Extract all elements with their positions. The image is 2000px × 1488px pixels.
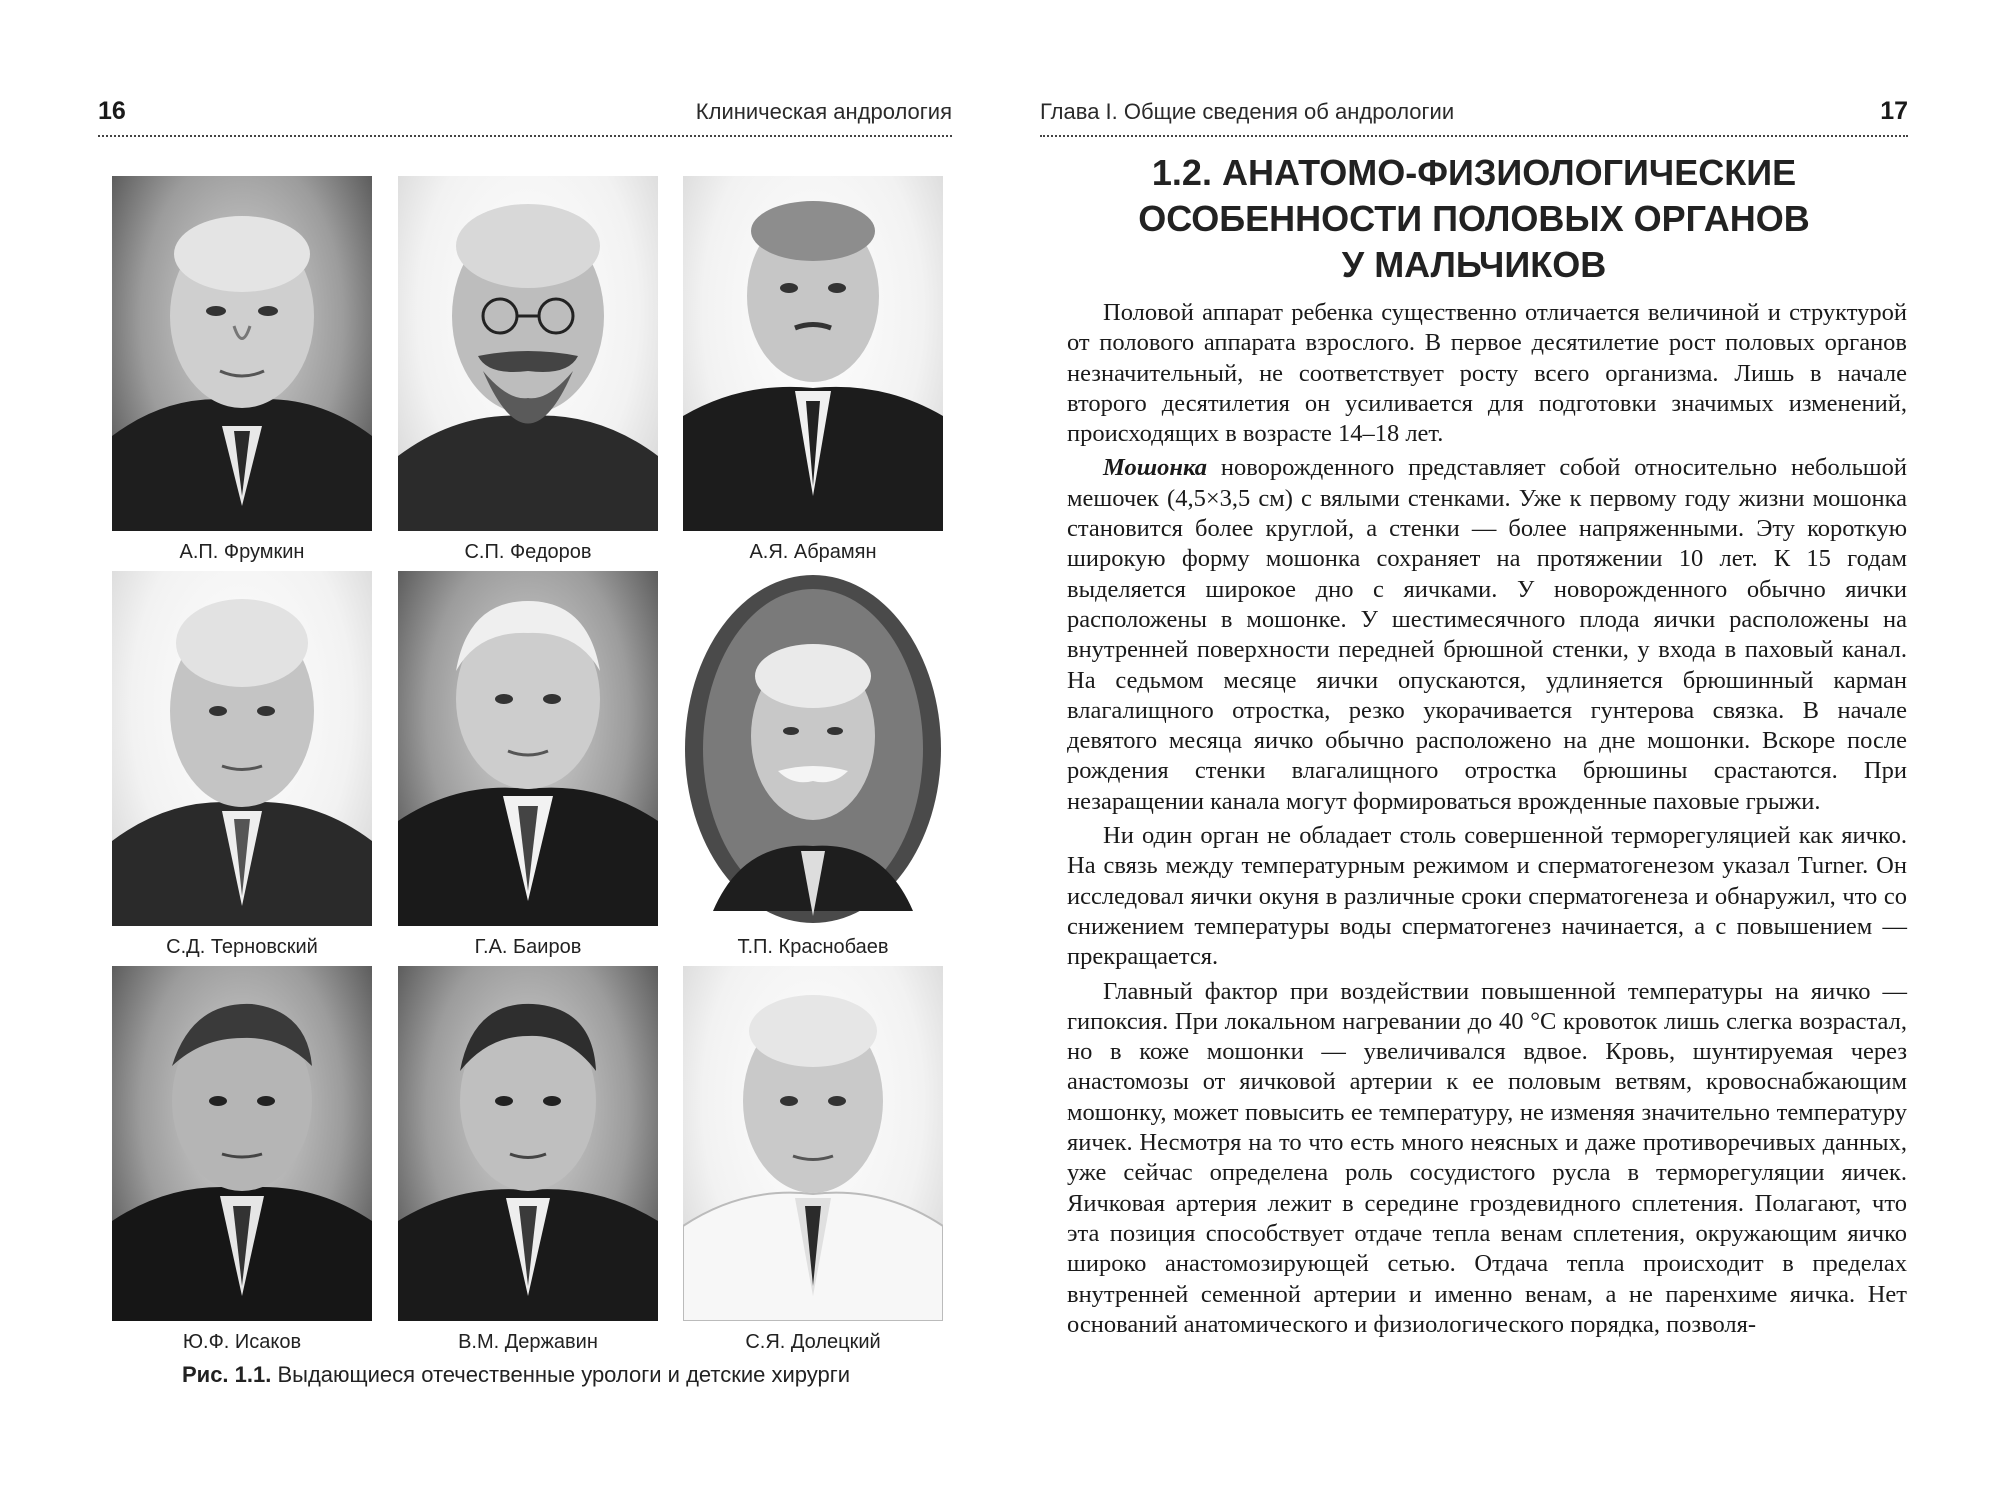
section-heading <box>1040 150 1908 288</box>
page-number-left: 16 <box>98 97 126 125</box>
figure-caption-text: Выдающиеся отечественные урологи и детские хирурги <box>277 1362 851 1387</box>
portrait-name: Т.П. Краснобаев <box>737 936 889 958</box>
running-head-right <box>1040 95 1908 137</box>
right-page <box>1000 0 2000 1488</box>
portrait-photo <box>398 176 658 531</box>
portrait-frumkin <box>112 176 372 564</box>
portrait-bairov <box>398 571 658 959</box>
paragraph: Главный фактор при воздействии повышенной температуры на яичко — гипоксия. При локальном нагревании до 40 °С кровоток лишь слегка возрастал, но в коже мошонки — увеличивался вдвое. Кровь, шунтируемая через анастомозы от яичковой артерии к ее половым ветвям, кровоснабжающим мошонку, может повысить ее температуру, не изменяя значительно температуру яичек. Несмотря на то что есть много неясных и даже противоречивых данных, уже сейчас определена роль сосудистого русла в терморегуляции яичек. Яичковая артерия лежит в середине гроздевидного сплетения. Полагают, что эта позиция способствует отдаче тепла венам сплетения, окружающим яичко широко анастомозирующей сетью. Отдача тепла происходит в пределах внутренней семенной артерии и именно венам, а не паренхиме яичка. Нет оснований анатомического и физиологического порядка, позволя- <box>1067 977 1907 1338</box>
portrait-name: А.Я. Абрамян <box>749 541 877 563</box>
paragraph: Ни один орган не обладает столь совершенной терморегуляцией как яичко. На связь между температурным режимом и сперматогенезом указал Turner. Он исследовал яички окуня в различные сроки сперматогенеза и обнаружил, что со снижением температуры воды сперматогенез начинается, а с повышением — прекращается. <box>1067 822 1907 971</box>
portrait-name: А.П. Фрумкин <box>179 541 305 563</box>
portrait-ternovsky <box>112 571 372 959</box>
portrait-name: С.П. Федоров <box>464 541 592 563</box>
portrait-photo <box>683 966 943 1321</box>
portrait-photo <box>112 176 372 531</box>
portrait-name: С.Я. Долецкий <box>745 1331 881 1353</box>
portrait-photo <box>398 966 658 1321</box>
portrait-derzhavin <box>398 966 658 1354</box>
portrait-krasnobaev <box>683 571 943 959</box>
section-heading-line: ОСОБЕННОСТИ ПОЛОВЫХ ОРГАНОВ <box>1138 198 1810 239</box>
figure-label: Рис. 1.1. <box>182 1362 272 1387</box>
portrait-name: Ю.Ф. Исаков <box>182 1331 302 1353</box>
term-scrotum: Мошонка <box>1103 454 1208 482</box>
figure-caption <box>182 1362 850 1388</box>
portrait-photo <box>112 571 372 926</box>
paragraph-text: новорожденного представляет собой относительно небольшой мешочек (4,5×3,5 см) с вялыми стенками. Уже к первому году жизни мошонка становится более круглой, а стенки — более напряженными. Эту короткую широкую форму мошонка сохраняет на протяжении 10 лет. К 15 годам выделяется широкое дно с яичками. У новорожденного обычно яички расположены в мошонке. У шестимесячного плода яички расположены на внутренней поверхности передней брюшной стенки, у входа в паховый канал. На седьмом месяце яички опускаются, удлиняется брюшинный карман влагалищного отростка, резко укорачивается гунтерова связка. В начале девятого месяца яичко обычно расположено на дне мошонки. Вскоре после рождения стенки влагалищного отростка брюшины срастаются. При незаращении канала могут формироваться врожденные паховые грыжи. <box>1067 454 1907 815</box>
portrait-photo <box>112 966 372 1321</box>
portrait-isakov <box>112 966 372 1354</box>
portrait-name: С.Д. Терновский <box>166 936 318 958</box>
book-title: Клиническая андрология <box>695 99 952 124</box>
portrait-photo <box>683 176 943 531</box>
section-heading-line: 1.2. АНАТОМО-ФИЗИОЛОГИЧЕСКИЕ <box>1151 152 1797 193</box>
portrait-photo <box>398 571 658 926</box>
paragraph: Половой аппарат ребенка существенно отличается величиной и структурой от полового аппарата взрослого. В первое десятилетие рост половых органов незначительный, не соответствует росту всего организма. Лишь в начале второго десятилетия он усиливается для подготовки значимых изменений, происходящих в возрасте 14–18 лет. <box>1067 299 1907 448</box>
page-number-right: 17 <box>1880 97 1908 125</box>
body-text <box>1067 298 1907 1344</box>
portrait-doletsky <box>683 966 943 1354</box>
section-heading-line: У МАЛЬЧИКОВ <box>1341 244 1607 285</box>
chapter-title: Глава I. Общие сведения об андрологии <box>1040 99 1455 124</box>
portrait-name: В.М. Державин <box>458 1331 598 1353</box>
running-head-left <box>98 95 952 137</box>
portrait-photo <box>683 571 943 926</box>
portrait-fedorov <box>398 176 658 564</box>
paragraph <box>1067 453 1907 817</box>
portrait-abramyan <box>683 176 943 564</box>
portrait-name: Г.А. Баиров <box>474 936 582 958</box>
